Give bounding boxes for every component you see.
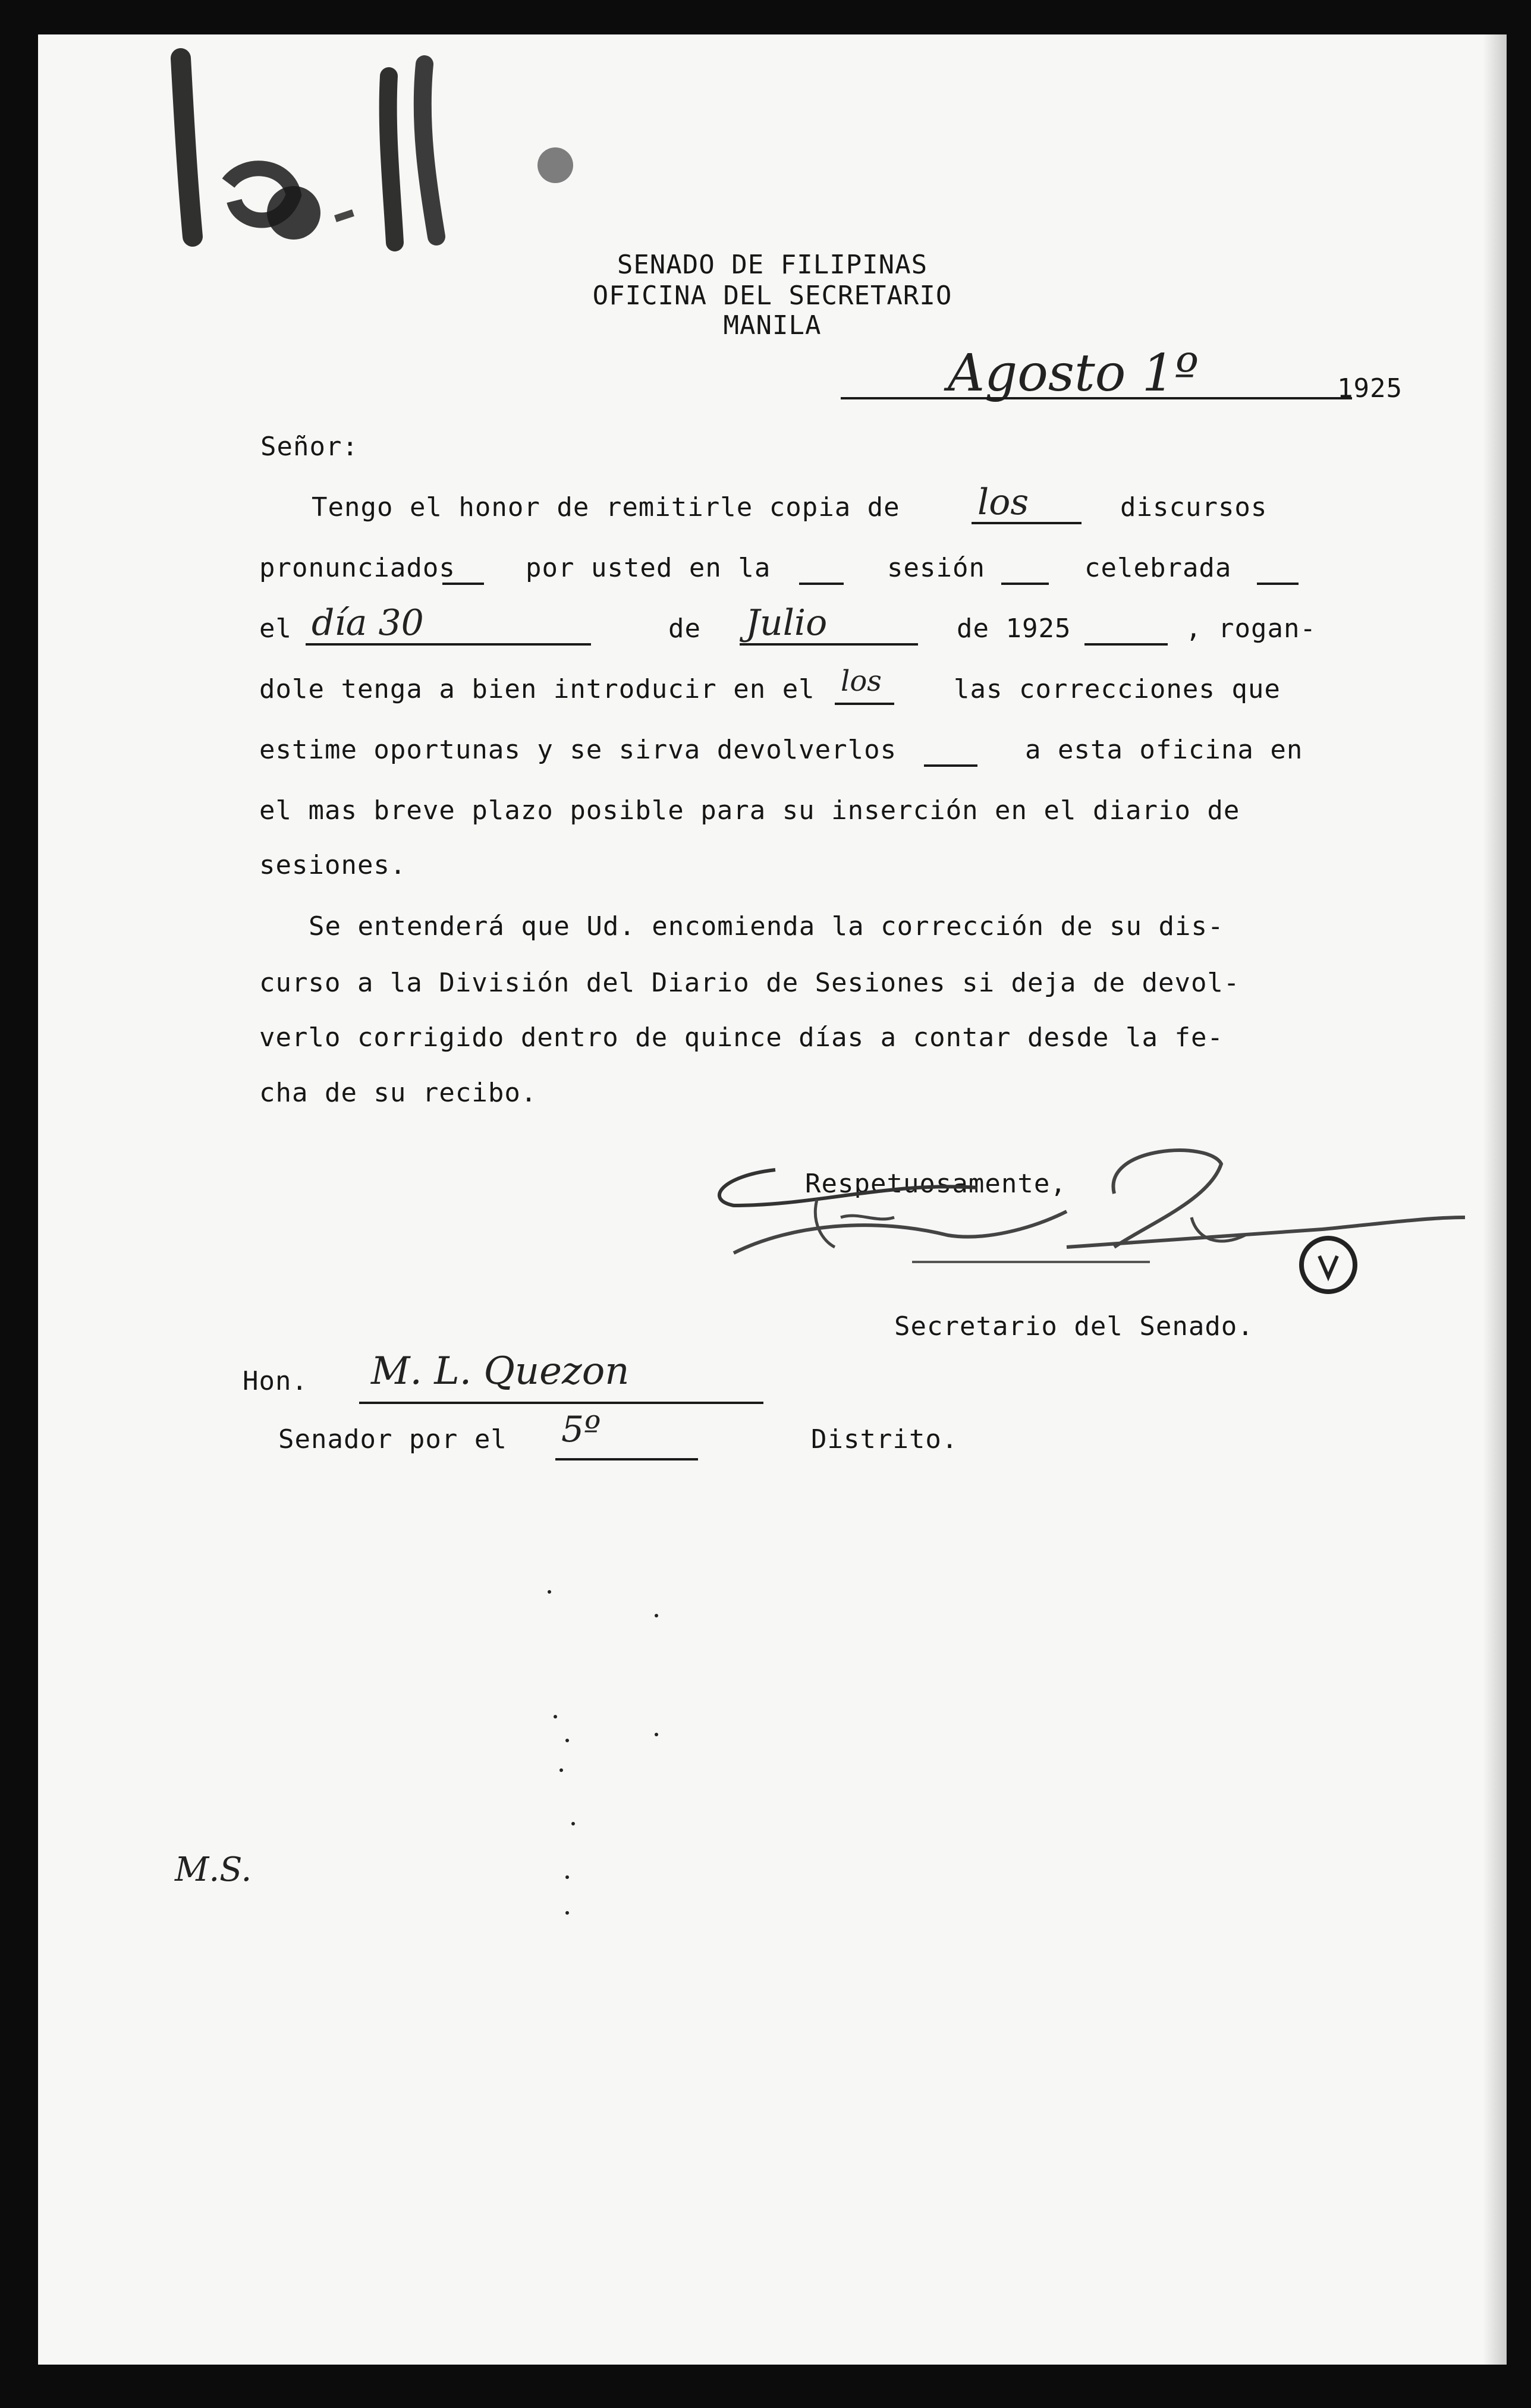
para1-line3-c: de 1925 [957, 613, 1071, 644]
para1-line5-a: estime oportunas y se sirva devolverlos [259, 735, 897, 765]
blank-line [740, 643, 918, 646]
blank-line [306, 643, 591, 646]
blank-line [972, 522, 1082, 524]
para1-line3-a: el [259, 613, 292, 644]
date-handwritten: Agosto 1º [948, 344, 1199, 403]
letterhead-line-3: MANILA [723, 310, 822, 341]
ink-stamp-mark [157, 40, 466, 254]
blank-line [442, 583, 484, 585]
signer-title: Secretario del Senado. [894, 1311, 1254, 1342]
para2-line3: verlo corrigido dentro de quince días a contar desde la fe- [259, 1022, 1224, 1053]
blank-line [359, 1402, 763, 1404]
para1-line2-b: por usted en la [526, 553, 771, 583]
blank-line [1084, 643, 1168, 646]
hon-label: Hon. [243, 1366, 308, 1396]
para1-fill-los: los [977, 481, 1029, 523]
para1-line3-d: , rogan- [1186, 613, 1316, 644]
blank-line [1257, 583, 1299, 585]
para1-fill-julio: Julio [746, 602, 828, 644]
letterhead-line-2: OFICINA DEL SECRETARIO [592, 281, 952, 311]
para2-line4: cha de su recibo. [259, 1078, 537, 1108]
para1-line7: sesiones. [259, 850, 407, 880]
para1-line6: el mas breve plazo posible para su inserción en el diario de [259, 795, 1240, 826]
date-line [841, 397, 1352, 399]
closing: Respetuosamente, [805, 1169, 1067, 1199]
blank-line [555, 1458, 698, 1460]
para1-line2-a: pronunciados [259, 553, 455, 583]
para1-line3-b: de [668, 613, 701, 644]
para1-fill-los-2: los [841, 665, 882, 698]
ink-spot [537, 147, 573, 183]
para1-line4-b: las correcciones que [954, 674, 1281, 704]
para1-fill-dia: día 30 [312, 602, 424, 644]
para1-line2-c: sesión [887, 553, 985, 583]
para1-line2-d: celebrada [1084, 553, 1232, 583]
blank-line [835, 703, 894, 705]
blank-line [799, 583, 844, 585]
signature [698, 1128, 1471, 1318]
blank-line [1001, 583, 1049, 585]
para1-line1-a: Tengo el honor de remitirle copia de [312, 492, 900, 522]
district-fill: 5º [561, 1409, 601, 1450]
blank-line [924, 764, 977, 767]
para1-line4-a: dole tenga a bien introducir en el [259, 674, 815, 704]
distrito-label: Distrito. [811, 1424, 958, 1455]
typist-initials: M.S. [175, 1850, 252, 1889]
senador-label: Senador por el [278, 1424, 507, 1455]
para1-line5-b: a esta oficina en [1025, 735, 1303, 765]
para2-line1: Se entenderá que Ud. encomienda la corrección de su dis- [309, 911, 1224, 942]
letter-page [38, 34, 1507, 2365]
paper-specks [543, 1580, 722, 1937]
letterhead-line-1: SENADO DE FILIPINAS [617, 250, 928, 280]
date-year: 1925 [1337, 373, 1403, 404]
para1-line1-b: discursos [1120, 492, 1268, 522]
para2-line2: curso a la División del Diario de Sesiones si deja de devol- [259, 968, 1240, 998]
salutation: Señor: [260, 432, 359, 462]
addressee-name: M. L. Quezon [371, 1349, 630, 1393]
